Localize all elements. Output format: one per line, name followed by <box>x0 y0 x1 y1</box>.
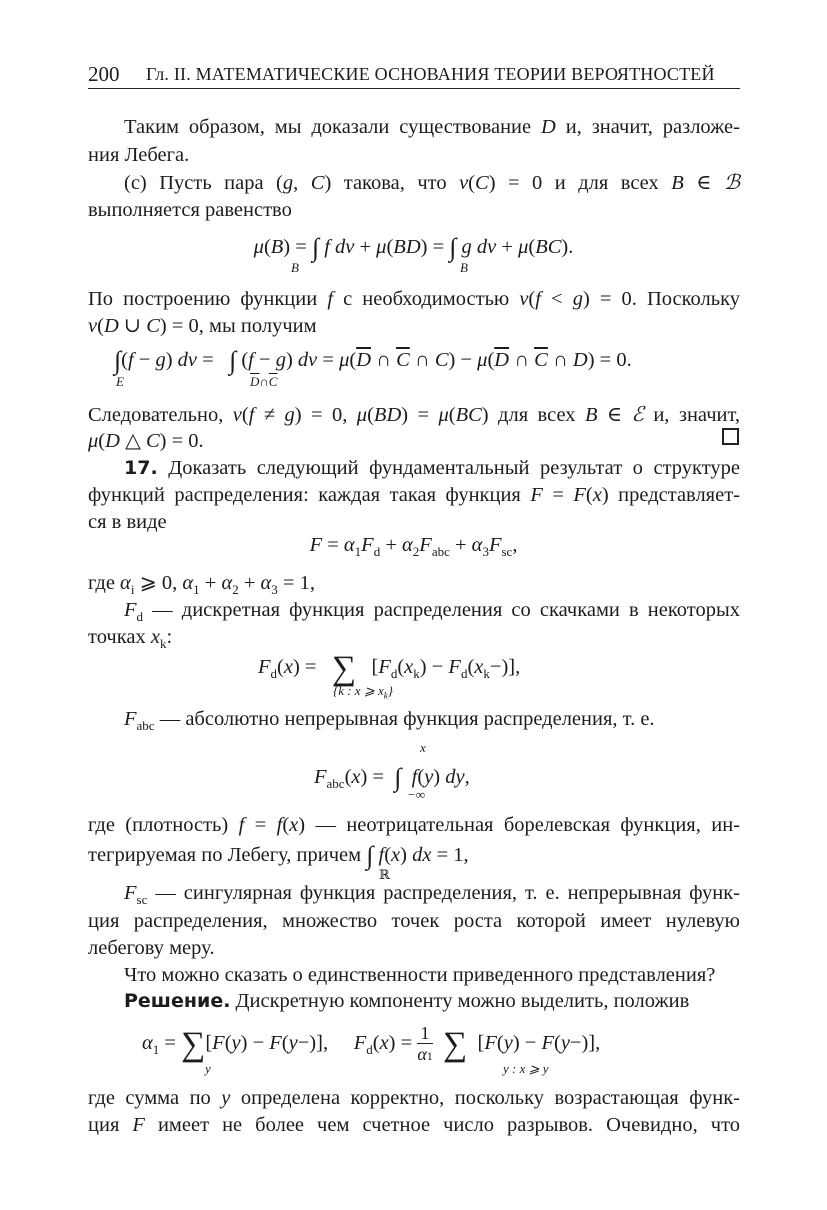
page-number: 200 <box>88 62 120 86</box>
text-line: Что можно сказать о единственности приведенного представления? <box>124 964 716 986</box>
text-line: Таким образом, мы доказали существование D и, значит, разложе- <box>124 116 740 138</box>
formula-f1-subscript: B <box>291 260 299 275</box>
formula-f2: ∫(f − g) dν = ∫ (f − g) $d\nu = \mu(\overline{D}$ ∩ $\overline{C}$ ∩ $C) - \mu(\overline{D}$ ∩ $\overline{C}$ ∩ D) = 0. <box>114 346 632 375</box>
text-span: Дискретную компоненту можно выделить, положив <box>235 990 690 1012</box>
formula-f6-subscript: y : x ⩾ y <box>503 1061 549 1076</box>
formula-f2-subscript: $\overline{D}\cap\overline{C}$ <box>250 374 278 389</box>
running-header <box>88 60 740 89</box>
text-line: $F_{abc}$ — абсолютно непрерывная функция распределения, т. е. <box>124 708 655 733</box>
formula-f6-subscript: y <box>205 1061 211 1076</box>
text-line: Следовательно, ν(f ≠ g) = 0, μ(BD) = μ(BC) для всех B ∈ ℰ и, значит, <box>88 404 741 426</box>
formula-f4-subscript: {k : x ⩾ $x_k$} <box>333 683 393 701</box>
text-line: ция распределения, множество точек роста которой имеет нулевую <box>88 910 740 932</box>
text-line: ния Лебега. <box>88 144 190 166</box>
text-line: тегрируемая по Лебегу, причем ∫ f(x) dx = 1, <box>88 841 469 870</box>
text-line: ция F имеет не более чем счетное число разрывов. Очевидно, что <box>88 1114 741 1136</box>
text-line: точках $x_k$: <box>88 626 173 651</box>
text-line: ся в виде <box>88 511 167 533</box>
formula-f5-lower-limit: −∞ <box>407 787 426 802</box>
text-line: $F_{sc}$ — сингулярная функция распределения, т. е. непрерывная функ- <box>124 882 740 907</box>
text-line: μ(D △ C) = 0. <box>88 430 204 452</box>
formula-f2-subscript: E <box>116 374 124 389</box>
text-line: (c) Пусть пара (g, C) такова, что ν(C) = 0 и для всех B ∈ ℬ <box>124 172 741 194</box>
text-line <box>124 988 689 1014</box>
formula-f6: $\alpha_1 = \sum[F(y) - F(y-)]$, $F_d(x)$ = $\frac{1}{\alpha 1}$ ∑ [F(y) − F(y−)], <box>142 1022 601 1064</box>
formula-f1: μ(B) = ∫ f dν + μ(BD) = ∫ g dν + μ(BC). <box>253 233 574 262</box>
end-of-proof-box <box>722 428 739 445</box>
text-line: функций распределения: каждая такая функция F = F(x) представляет- <box>88 484 740 506</box>
text-line: где $\alpha_i$ ⩾ 0, $\alpha_1 + \alpha_2 + \alpha_3 = 1$, <box>88 572 315 597</box>
text-line: где (плотность) f = f(x) — неотрицательная борелевская функция, ин- <box>88 814 740 836</box>
text-line: $F_d$ — дискретная функция распределения со скачками в некоторых <box>124 599 740 624</box>
text-line: выполняется равенство <box>88 199 292 221</box>
solution-label: Решение. <box>124 990 231 1012</box>
formula-f5-upper-limit: x <box>420 740 426 755</box>
formula-inline-subscript: ℝ <box>379 867 390 882</box>
text-line: 17. Доказать следующий фундаментальный результат о структуре <box>124 457 740 479</box>
formula-f1-subscript: B <box>460 260 468 275</box>
running-title: Гл. II. МАТЕМАТИЧЕСКИЕ ОСНОВАНИЯ ТЕОРИИ ВЕРОЯТНОСТЕЙ <box>146 64 715 84</box>
formula-f5: $F_{abc}(x)$ = ∫ f(y) dy, <box>314 763 470 792</box>
text-line: ν(D ∪ C) = 0, мы получим <box>88 315 317 337</box>
text-line: где сумма по y определена корректно, поскольку возрастающая функ- <box>88 1087 740 1109</box>
formula-f3: $F = \alpha_1F_d + \alpha_2F_{abc} + \alpha_3F_{sc}$, <box>309 534 518 559</box>
text-line: лебегову меру. <box>88 937 215 959</box>
formula-f4: $F_d(x)$ = ∑ $[F_d(x_k) - F_d(x_k-)]$, <box>258 650 521 687</box>
text-line: По построению функции f с необходимостью ν(f < g) = 0. Поскольку <box>88 288 740 310</box>
